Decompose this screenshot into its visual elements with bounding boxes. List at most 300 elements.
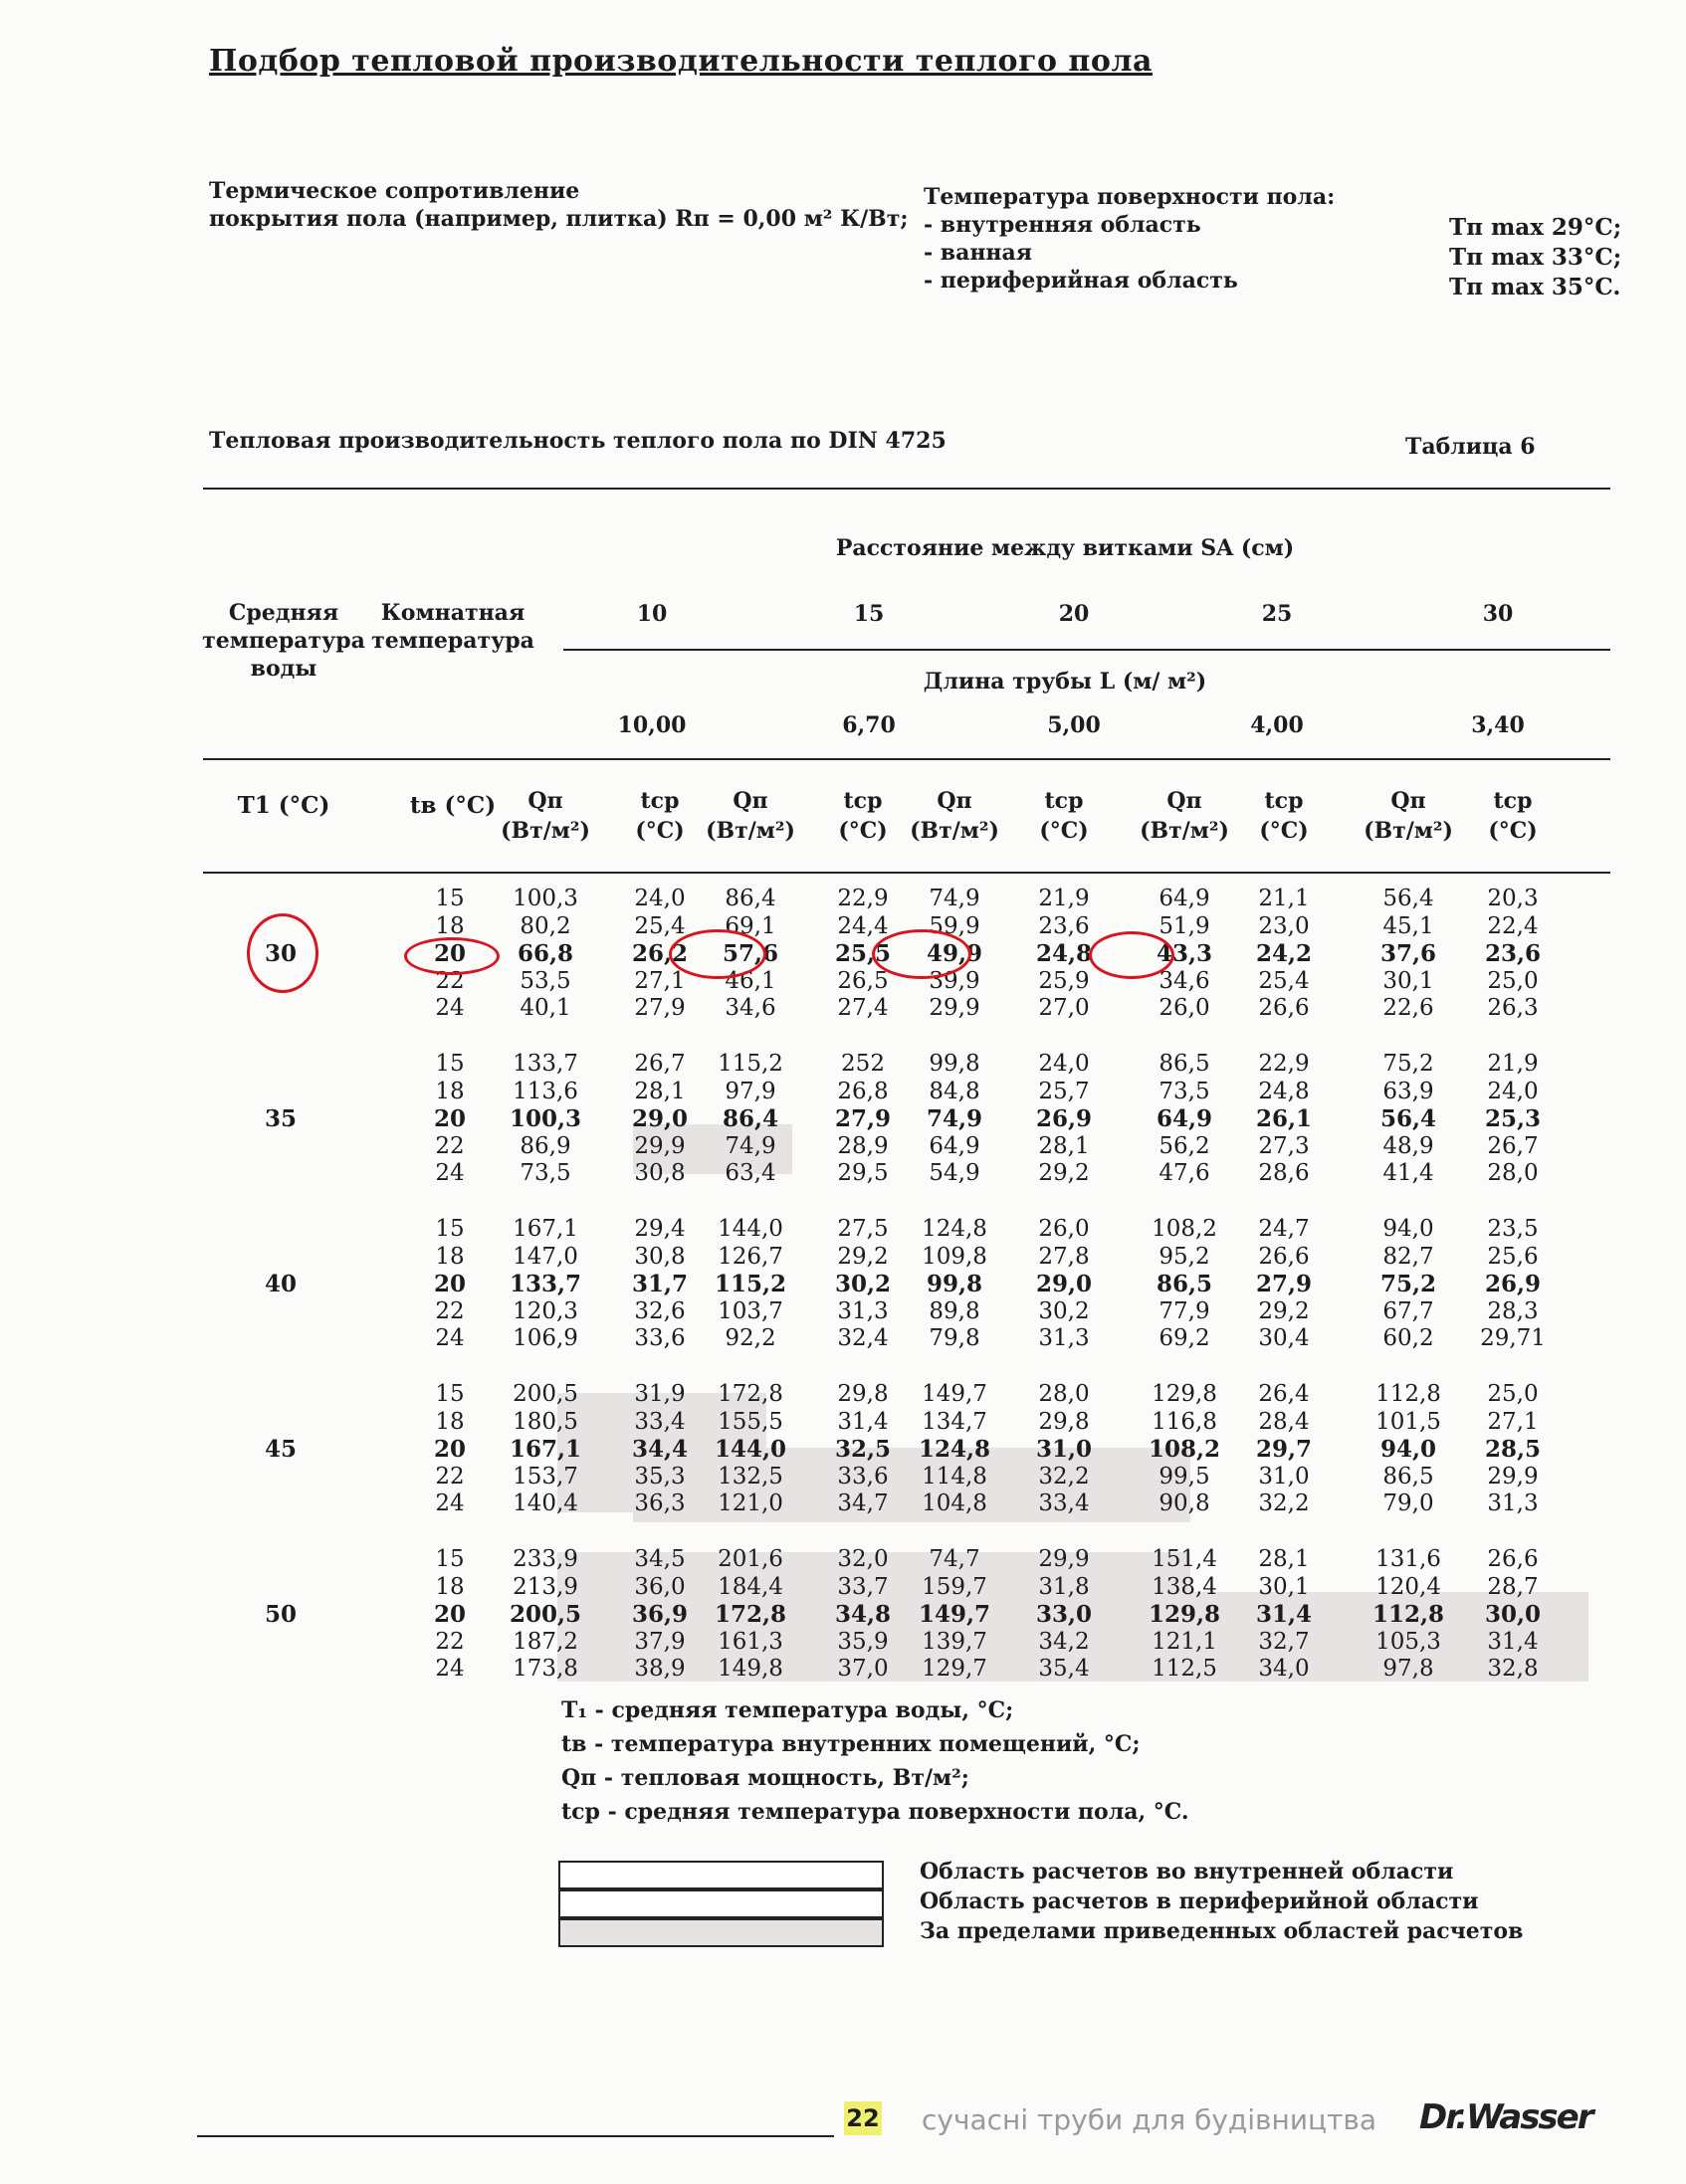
- q-value: 84,8: [929, 1078, 980, 1104]
- tcp-value: 30,2: [834, 1271, 892, 1298]
- q-value: 151,4: [1152, 1546, 1217, 1572]
- tcp-value: 24,0: [634, 886, 686, 911]
- tcp-value: 27,5: [837, 1216, 889, 1242]
- q-value: 69,1: [725, 912, 776, 939]
- tv-value: 24: [435, 1160, 465, 1187]
- t1-value: 45: [264, 1436, 297, 1464]
- tv-value: 20: [433, 1601, 466, 1629]
- tcp-value: 33,7: [837, 1573, 889, 1600]
- q-value: 89,8: [929, 1297, 980, 1324]
- tcp-value: 28,1: [1038, 1132, 1090, 1159]
- q-value: 133,7: [509, 1271, 582, 1298]
- tcp-value: 37,9: [634, 1628, 686, 1655]
- tcp-value: 27,1: [634, 967, 686, 994]
- q-value: 124,8: [922, 1216, 987, 1242]
- q-value: 167,1: [509, 1436, 582, 1464]
- q-value: 48,9: [1382, 1132, 1434, 1159]
- tcp-value: 34,4: [631, 1436, 689, 1464]
- q-value: 56,2: [1159, 1132, 1210, 1159]
- q-value: 173,8: [513, 1656, 578, 1683]
- q-value: 59,9: [929, 912, 980, 939]
- tcp-value: 28,4: [1258, 1408, 1310, 1435]
- tv-value: 24: [435, 1656, 465, 1683]
- header-rule: [203, 758, 1610, 760]
- q-value: 120,3: [513, 1297, 578, 1324]
- tcp-value: 35,9: [837, 1628, 889, 1655]
- tv-value: 22: [435, 1297, 465, 1324]
- tv-value: 18: [435, 912, 465, 939]
- note-tv: tв - температура внутренних помещений, °C;: [561, 1731, 1141, 1757]
- tv-value: 18: [435, 1243, 465, 1270]
- q-value: 129,8: [1148, 1601, 1221, 1629]
- q-value: 200,5: [509, 1601, 582, 1629]
- q-value: 45,1: [1382, 912, 1434, 939]
- tcp-unit-header: tср (°C): [838, 788, 888, 844]
- tv-value: 20: [433, 1436, 466, 1464]
- q-value: 155,5: [718, 1408, 783, 1435]
- q-value: 94,0: [1382, 1216, 1434, 1242]
- tcp-value: 26,6: [1487, 1546, 1539, 1572]
- tcp-value: 32,2: [1038, 1463, 1090, 1489]
- tcp-value: 36,3: [634, 1490, 686, 1517]
- tv-value: 20: [433, 1271, 466, 1298]
- highlight-circle: [247, 913, 318, 993]
- table-top-rule: [203, 488, 1610, 490]
- q-value: 74,9: [929, 886, 980, 911]
- tv-value: 24: [435, 1490, 465, 1517]
- tcp-value: 24,0: [1487, 1078, 1539, 1104]
- tcp-value: 30,0: [1484, 1601, 1542, 1629]
- legend-label-inner: Область расчетов во внутренней области: [920, 1859, 1454, 1885]
- tcp-value: 29,9: [634, 1132, 686, 1159]
- tv-value: 15: [435, 1051, 465, 1077]
- tcp-value: 24,8: [1035, 940, 1093, 968]
- resistance-line-2: покрытия пола (например, плитка) Rп = 0,00 м² К/Вт;: [209, 206, 909, 232]
- q-value: 144,0: [718, 1216, 783, 1242]
- q-value: 34,6: [725, 995, 776, 1022]
- q-value: 129,7: [922, 1656, 987, 1683]
- tcp-value: 33,6: [634, 1325, 686, 1352]
- q-value: 201,6: [718, 1546, 783, 1572]
- tcp-value: 23,6: [1484, 940, 1542, 968]
- tcp-value: 33,4: [1038, 1490, 1090, 1517]
- tcp-value: 24,4: [837, 912, 889, 939]
- tcp-value: 22,9: [837, 886, 889, 911]
- q-value: 180,5: [513, 1408, 578, 1435]
- tcp-value: 30,8: [634, 1160, 686, 1187]
- q-unit-header: Qп (Вт/м²): [910, 788, 999, 844]
- t1-value: 40: [264, 1271, 297, 1298]
- tcp-value: 26,1: [1255, 1105, 1313, 1133]
- q-value: 86,4: [725, 886, 776, 911]
- tcp-value: 25,5: [834, 940, 892, 968]
- legend-swatch-inner: [558, 1861, 884, 1889]
- q-value: 79,8: [929, 1325, 980, 1352]
- tcp-value: 26,9: [1484, 1271, 1542, 1298]
- q-value: 115,2: [714, 1271, 787, 1298]
- page-title: Подбор тепловой производительности теплого пола: [209, 44, 1153, 79]
- q-value: 41,4: [1382, 1160, 1434, 1187]
- length-value: 6,70: [842, 712, 896, 738]
- tcp-value: 31,3: [1487, 1490, 1539, 1517]
- q-value: 101,5: [1375, 1408, 1441, 1435]
- brand-logo: Dr.Wasser: [1419, 2097, 1592, 2137]
- tcp-value: 29,9: [1487, 1463, 1539, 1489]
- tcp-value: 26,7: [1487, 1132, 1539, 1159]
- q-value: 114,8: [922, 1463, 987, 1489]
- q-value: 26,0: [1159, 995, 1210, 1022]
- thermal-resistance-note: [209, 177, 909, 233]
- q-value: 75,2: [1382, 1051, 1434, 1077]
- tcp-value: 24,2: [1255, 940, 1313, 968]
- tv-value: 18: [435, 1573, 465, 1600]
- tcp-value: 35,3: [634, 1463, 686, 1489]
- q-value: 187,2: [513, 1628, 578, 1655]
- tcp-value: 23,6: [1038, 912, 1090, 939]
- q-value: 112,8: [1375, 1381, 1441, 1407]
- spacing-rule: [563, 649, 1610, 651]
- length-header: Длина трубы L (м/ м²): [923, 669, 1207, 695]
- tcp-value: 31,3: [1038, 1325, 1090, 1352]
- tcp-value: 34,2: [1038, 1628, 1090, 1655]
- q-value: 104,8: [922, 1490, 987, 1517]
- tcp-value: 26,6: [1258, 995, 1310, 1022]
- water-temp-header: Средняя температура воды: [202, 600, 365, 682]
- table-caption: Тепловая производительность теплого пола по DIN 4725: [209, 428, 947, 454]
- tv-value: 22: [435, 1463, 465, 1489]
- tcp-value: 31,0: [1258, 1463, 1310, 1489]
- tcp-value: 30,4: [1258, 1325, 1310, 1352]
- tv-label: tв (°C): [409, 792, 497, 819]
- q-value: 43,3: [1156, 940, 1213, 968]
- tv-value: 18: [435, 1408, 465, 1435]
- q-value: 66,8: [517, 940, 574, 968]
- tcp-value: 27,4: [837, 995, 889, 1022]
- q-value: 51,9: [1159, 912, 1210, 939]
- q-value: 60,2: [1382, 1325, 1434, 1352]
- q-value: 29,9: [929, 995, 980, 1022]
- q-value: 172,8: [718, 1381, 783, 1407]
- room-temp-header: Комнатная температура: [371, 600, 534, 654]
- q-value: 103,7: [718, 1297, 783, 1324]
- tcp-value: 31,4: [1255, 1601, 1313, 1629]
- q-value: 139,7: [922, 1628, 987, 1655]
- tcp-value: 24,0: [1038, 1051, 1090, 1077]
- q-value: 69,2: [1159, 1325, 1210, 1352]
- tcp-value: 29,0: [1035, 1271, 1093, 1298]
- q-value: 132,5: [718, 1463, 783, 1489]
- subheader-rule: [203, 872, 1610, 874]
- q-value: 200,5: [513, 1381, 578, 1407]
- note-q: Qп - тепловая мощность, Вт/м²;: [561, 1765, 969, 1791]
- tcp-value: 26,0: [1038, 1216, 1090, 1242]
- q-value: 159,7: [922, 1573, 987, 1600]
- tcp-value: 22,4: [1487, 912, 1539, 939]
- tcp-value: 34,5: [634, 1546, 686, 1572]
- tcp-value: 28,0: [1038, 1381, 1090, 1407]
- q-value: 40,1: [520, 995, 571, 1022]
- spacing-value-25: 25: [1261, 601, 1293, 627]
- tcp-value: 31,4: [1487, 1628, 1539, 1655]
- spacing-header: Расстояние между витками SA (см): [835, 535, 1295, 561]
- tcp-value: 28,6: [1258, 1160, 1310, 1187]
- tcp-value: 27,3: [1258, 1132, 1310, 1159]
- tcp-value: 32,2: [1258, 1490, 1310, 1517]
- tcp-value: 27,0: [1038, 995, 1090, 1022]
- tcp-value: 26,2: [631, 940, 689, 968]
- tcp-value: 31,0: [1035, 1436, 1093, 1464]
- limit-inner: Tп max 29°C;: [1449, 214, 1622, 241]
- legend-swatch-peripheral: [558, 1889, 884, 1918]
- q-value: 233,9: [513, 1546, 578, 1572]
- tcp-value: 31,8: [1038, 1573, 1090, 1600]
- tcp-value: 32,6: [634, 1297, 686, 1324]
- table-number: Таблица 6: [1405, 434, 1536, 460]
- tcp-value: 29,9: [1038, 1546, 1090, 1572]
- t1-value: 30: [264, 940, 297, 968]
- tcp-value: 26,6: [1258, 1243, 1310, 1270]
- tcp-value: 37,0: [837, 1656, 889, 1683]
- q-value: 73,5: [520, 1160, 571, 1187]
- q-value: 86,5: [1159, 1051, 1210, 1077]
- tv-value: 22: [435, 1628, 465, 1655]
- t1-label: T1 (°C): [237, 792, 330, 819]
- tcp-value: 38,9: [634, 1656, 686, 1683]
- surface-item-peripheral: - периферийная область: [924, 268, 1238, 294]
- q-value: 56,4: [1379, 1105, 1437, 1133]
- length-value: 10,00: [617, 712, 687, 738]
- q-value: 147,0: [513, 1243, 578, 1270]
- q-value: 112,5: [1152, 1656, 1217, 1683]
- tcp-value: 28,1: [1258, 1546, 1310, 1572]
- q-value: 100,3: [509, 1105, 582, 1133]
- q-value: 47,6: [1159, 1160, 1210, 1187]
- tcp-value: 28,1: [634, 1078, 686, 1104]
- q-value: 126,7: [718, 1243, 783, 1270]
- footer-rule: [197, 2135, 834, 2137]
- tcp-value: 32,0: [837, 1546, 889, 1572]
- tcp-value: 26,3: [1487, 995, 1539, 1022]
- page-number: 22: [844, 2101, 882, 2135]
- q-value: 74,9: [926, 1105, 983, 1133]
- q-value: 149,7: [918, 1601, 991, 1629]
- q-unit-header: Qп (Вт/м²): [501, 788, 590, 844]
- resistance-line-1: Термическое сопротивление: [209, 178, 580, 204]
- q-value: 63,9: [1382, 1078, 1434, 1104]
- tcp-value: 29,71: [1480, 1325, 1546, 1352]
- tcp-value: 30,8: [634, 1243, 686, 1270]
- tcp-value: 28,9: [837, 1132, 889, 1159]
- q-value: 108,2: [1152, 1216, 1217, 1242]
- tcp-value: 25,4: [634, 912, 686, 939]
- tcp-value: 24,7: [1258, 1216, 1310, 1242]
- q-value: 94,0: [1379, 1436, 1437, 1464]
- q-value: 86,4: [722, 1105, 779, 1133]
- q-value: 92,2: [725, 1325, 776, 1352]
- tcp-value: 27,9: [834, 1105, 892, 1133]
- tcp-value: 33,0: [1035, 1601, 1093, 1629]
- q-value: 73,5: [1159, 1078, 1210, 1104]
- q-value: 124,8: [918, 1436, 991, 1464]
- q-value: 112,8: [1371, 1601, 1445, 1629]
- q-value: 56,4: [1382, 886, 1434, 911]
- q-value: 86,5: [1156, 1271, 1213, 1298]
- tcp-value: 252: [841, 1051, 885, 1077]
- q-value: 64,9: [1159, 886, 1210, 911]
- tcp-value: 25,3: [1484, 1105, 1542, 1133]
- q-value: 213,9: [513, 1573, 578, 1600]
- tcp-value: 25,6: [1487, 1243, 1539, 1270]
- q-value: 167,1: [513, 1216, 578, 1242]
- q-value: 57,6: [722, 940, 779, 968]
- tcp-value: 20,3: [1487, 886, 1539, 911]
- tv-value: 22: [435, 1132, 465, 1159]
- tcp-value: 26,4: [1258, 1381, 1310, 1407]
- tcp-value: 28,7: [1487, 1573, 1539, 1600]
- tcp-value: 24,8: [1258, 1078, 1310, 1104]
- tcp-unit-header: tср (°C): [635, 788, 685, 844]
- surface-temperature-limits: [1449, 213, 1621, 302]
- tcp-value: 31,4: [837, 1408, 889, 1435]
- tcp-value: 30,2: [1038, 1297, 1090, 1324]
- surface-item-bath: - ванная: [924, 240, 1033, 266]
- tcp-value: 27,9: [634, 995, 686, 1022]
- q-value: 99,5: [1159, 1463, 1210, 1489]
- tcp-value: 33,6: [837, 1463, 889, 1489]
- tcp-value: 25,0: [1487, 967, 1539, 994]
- q-value: 82,7: [1382, 1243, 1434, 1270]
- length-value: 3,40: [1471, 712, 1525, 738]
- tcp-value: 32,4: [837, 1325, 889, 1352]
- tv-value: 24: [435, 1325, 465, 1352]
- legend-label-peripheral: Область расчетов в периферийной области: [920, 1888, 1479, 1914]
- tcp-unit-header: tср (°C): [1039, 788, 1089, 844]
- tcp-value: 29,2: [837, 1243, 889, 1270]
- tcp-value: 34,0: [1258, 1656, 1310, 1683]
- tcp-value: 25,9: [1038, 967, 1090, 994]
- tcp-value: 22,9: [1258, 1051, 1310, 1077]
- q-value: 64,9: [929, 1132, 980, 1159]
- q-unit-header: Qп (Вт/м²): [1364, 788, 1453, 844]
- q-value: 22,6: [1382, 995, 1434, 1022]
- q-value: 39,9: [929, 967, 980, 994]
- q-value: 97,8: [1382, 1656, 1434, 1683]
- q-value: 161,3: [718, 1628, 783, 1655]
- q-value: 79,0: [1382, 1490, 1434, 1517]
- tcp-value: 29,2: [1258, 1297, 1310, 1324]
- q-value: 75,2: [1379, 1271, 1437, 1298]
- t1-value: 35: [264, 1105, 297, 1133]
- tcp-value: 25,4: [1258, 967, 1310, 994]
- length-value: 5,00: [1047, 712, 1101, 738]
- q-value: 80,2: [520, 912, 571, 939]
- q-value: 121,0: [718, 1490, 783, 1517]
- tcp-value: 23,5: [1487, 1216, 1539, 1242]
- q-value: 144,0: [714, 1436, 787, 1464]
- tv-value: 20: [433, 940, 466, 968]
- tcp-value: 28,3: [1487, 1297, 1539, 1324]
- q-value: 100,3: [513, 886, 578, 911]
- q-value: 120,4: [1375, 1573, 1441, 1600]
- legend-label-outside: За пределами приведенных областей расчетов: [920, 1918, 1524, 1944]
- q-value: 54,9: [929, 1160, 980, 1187]
- q-value: 121,1: [1152, 1628, 1217, 1655]
- tcp-value: 26,9: [1035, 1105, 1093, 1133]
- q-value: 34,6: [1159, 967, 1210, 994]
- highlight-circle: [872, 929, 971, 979]
- tv-value: 15: [435, 1546, 465, 1572]
- q-value: 86,9: [520, 1132, 571, 1159]
- q-value: 95,2: [1159, 1243, 1210, 1270]
- surface-item-inner: - внутренняя область: [924, 212, 1201, 238]
- spacing-value-30: 30: [1482, 601, 1514, 627]
- tcp-value: 29,2: [1038, 1160, 1090, 1187]
- q-value: 113,6: [513, 1078, 578, 1104]
- tcp-value: 25,7: [1038, 1078, 1090, 1104]
- note-t1: T₁ - средняя температура воды, °C;: [561, 1697, 1014, 1723]
- tcp-value: 28,5: [1484, 1436, 1542, 1464]
- q-value: 97,9: [725, 1078, 776, 1104]
- tcp-value: 33,4: [634, 1408, 686, 1435]
- tcp-value: 26,7: [634, 1051, 686, 1077]
- q-value: 131,6: [1375, 1546, 1441, 1572]
- highlight-circle: [404, 937, 500, 975]
- tcp-unit-header: tср (°C): [1259, 788, 1309, 844]
- tcp-unit-header: tср (°C): [1488, 788, 1538, 844]
- note-tcp: tср - средняя температура поверхности пола, °C.: [561, 1799, 1189, 1825]
- tcp-value: 29,5: [837, 1160, 889, 1187]
- footer-slogan: сучасні труби для будівництва: [922, 2103, 1377, 2136]
- tcp-value: 21,9: [1038, 886, 1090, 911]
- spacing-value-20: 20: [1058, 601, 1090, 627]
- q-value: 67,7: [1382, 1297, 1434, 1324]
- tcp-value: 32,7: [1258, 1628, 1310, 1655]
- q-value: 99,8: [926, 1271, 983, 1298]
- tcp-value: 21,1: [1258, 886, 1310, 911]
- q-value: 149,8: [718, 1656, 783, 1683]
- q-value: 74,7: [929, 1546, 980, 1572]
- tcp-value: 27,9: [1255, 1271, 1313, 1298]
- q-value: 140,4: [513, 1490, 578, 1517]
- tv-value: 24: [435, 995, 465, 1022]
- q-value: 129,8: [1152, 1381, 1217, 1407]
- highlight-circle: [669, 929, 766, 979]
- tcp-value: 28,0: [1487, 1160, 1539, 1187]
- q-unit-header: Qп (Вт/м²): [706, 788, 795, 844]
- tcp-value: 32,5: [834, 1436, 892, 1464]
- q-value: 116,8: [1152, 1408, 1217, 1435]
- q-value: 172,8: [714, 1601, 787, 1629]
- q-value: 64,9: [1156, 1105, 1213, 1133]
- q-value: 53,5: [520, 967, 571, 994]
- q-value: 74,9: [725, 1132, 776, 1159]
- tcp-value: 25,0: [1487, 1381, 1539, 1407]
- tcp-value: 26,5: [837, 967, 889, 994]
- tv-value: 20: [433, 1105, 466, 1133]
- q-value: 109,8: [922, 1243, 987, 1270]
- q-value: 90,8: [1159, 1490, 1210, 1517]
- tcp-value: 31,7: [631, 1271, 689, 1298]
- q-value: 184,4: [718, 1573, 783, 1600]
- q-value: 99,8: [929, 1051, 980, 1077]
- q-value: 133,7: [513, 1051, 578, 1077]
- tcp-value: 32,8: [1487, 1656, 1539, 1683]
- tcp-value: 30,1: [1258, 1573, 1310, 1600]
- tv-value: 22: [435, 967, 465, 994]
- tcp-value: 35,4: [1038, 1656, 1090, 1683]
- tcp-value: 29,0: [631, 1105, 689, 1133]
- q-value: 30,1: [1382, 967, 1434, 994]
